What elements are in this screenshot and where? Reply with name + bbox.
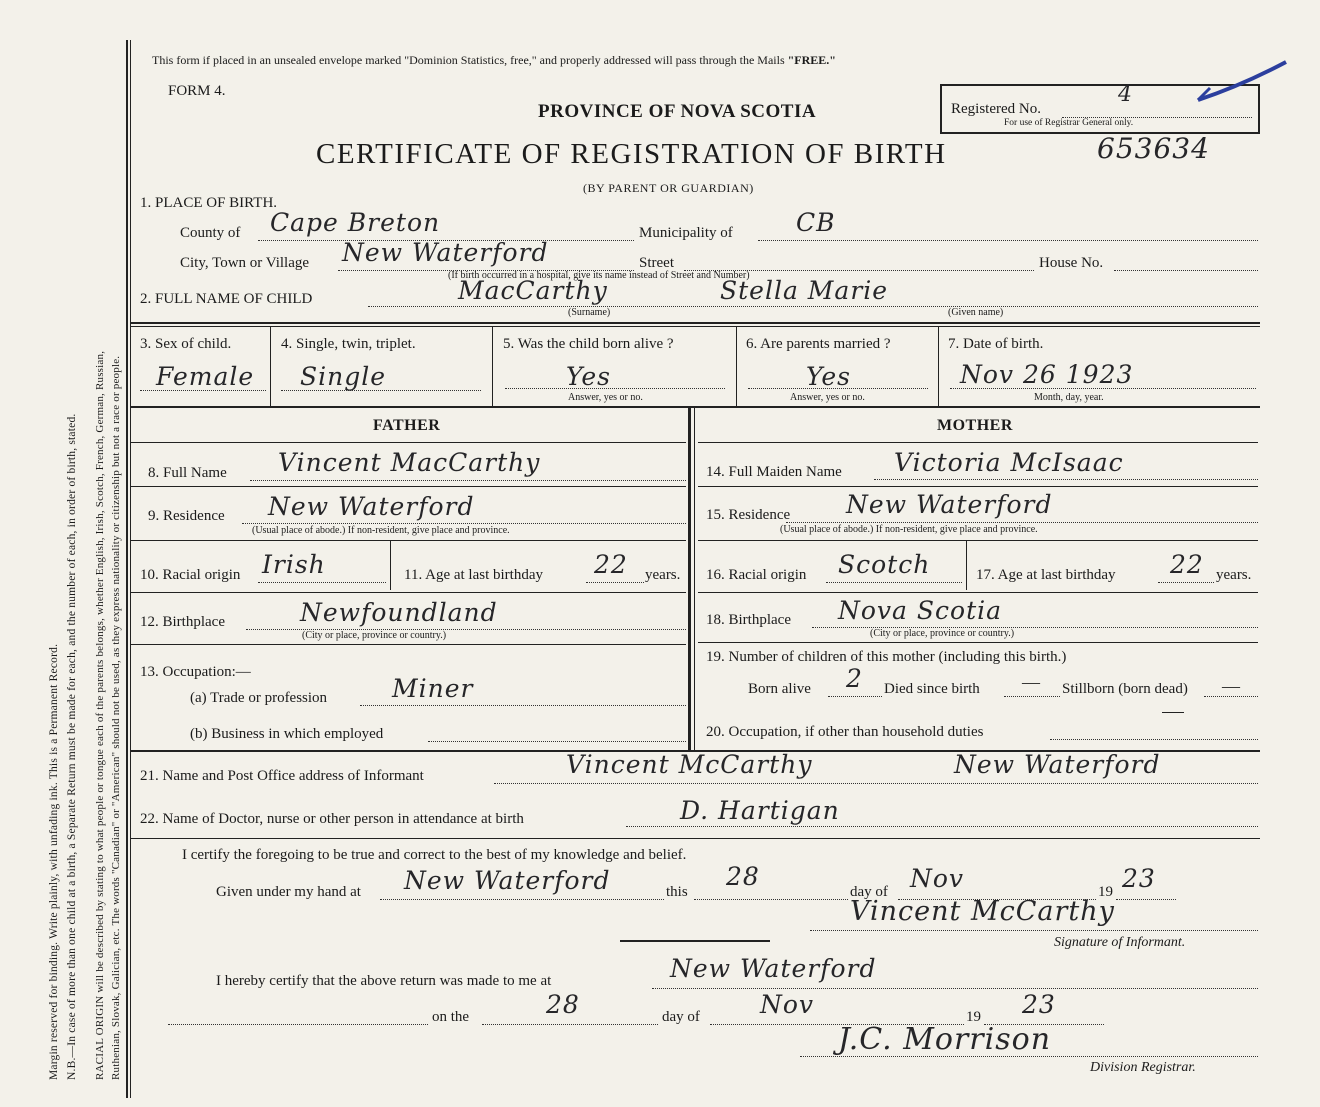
given-day-of-label: day of [850, 884, 888, 900]
father-racial-value: Irish [262, 550, 326, 579]
single-label: 4. Single, twin, triplet. [281, 336, 416, 352]
sex-value: Female [156, 362, 255, 391]
mother-residence-note: (Usual place of abode.) If non-resident, give place and province. [780, 524, 1038, 535]
given-year-prefix: 19 [1098, 884, 1113, 900]
informant-name-value: Vincent McCarthy [566, 750, 813, 779]
given-this-label: this [666, 884, 688, 900]
registered-label: Registered No. [951, 101, 1041, 117]
informant-address-value: New Waterford [954, 750, 1161, 779]
mother-birthplace-value: Nova Scotia [838, 596, 1003, 625]
parents-married-value: Yes [806, 362, 851, 391]
mother-heading: MOTHER [937, 417, 1013, 434]
father-occupation-label: 13. Occupation:— [140, 664, 251, 680]
mother-birthplace-note: (City or place, province or country.) [870, 628, 1015, 639]
mail-free: "FREE." [787, 53, 836, 67]
registrar-year-prefix: 19 [966, 1009, 981, 1025]
father-residence-note: (Usual place of abode.) If non-resident, give place and province. [252, 525, 510, 536]
certificate-number: 653634 [1097, 132, 1210, 165]
doctor-label: 22. Name of Doctor, nurse or other person in attendance at birth [140, 811, 524, 827]
given-at-value: New Waterford [404, 866, 611, 895]
mother-birthplace-label: 18. Birthplace [706, 612, 791, 628]
father-age-label: 11. Age at last birthday [404, 567, 543, 583]
father-business-label: (b) Business in which employed [190, 726, 384, 742]
surname-note: (Surname) [568, 307, 611, 318]
form-number: FORM 4. [168, 83, 226, 99]
registrar-place-value: New Waterford [670, 954, 877, 983]
born-alive-value: Yes [566, 362, 611, 391]
mother-age-label: 17. Age at last birthday [976, 567, 1116, 583]
mother-racial-value: Scotch [838, 550, 931, 579]
father-residence-value: New Waterford [268, 492, 475, 521]
father-trade-label: (a) Trade or profession [190, 690, 328, 706]
father-residence-label: 9. Residence [148, 508, 225, 524]
children-count-label: 19. Number of children of this mother (including this birth.) [706, 649, 1067, 665]
mother-residence-label: 15. Residence [706, 507, 791, 523]
registrar-on-the-label: on the [432, 1009, 470, 1025]
mother-name-value: Victoria McIsaac [894, 448, 1124, 477]
given-name-note: (Given name) [948, 307, 1004, 318]
father-years-label: years. [645, 567, 681, 583]
registrar-signature: J.C. Morrison [838, 1022, 1052, 1057]
registrar-signature-label: Division Registrar. [1090, 1060, 1196, 1075]
died-since-birth-label: Died since birth [884, 681, 980, 697]
informant-label: 21. Name and Post Office address of Informant [140, 768, 424, 784]
margin-rule-inner [130, 40, 131, 1098]
father-age-value: 22 [594, 550, 628, 579]
city-label: City, Town or Village [180, 255, 310, 271]
margin-note-binding: Margin reserved for binding. Write plainly, with unfading ink. This is a Permanent Record. [48, 643, 60, 1080]
municipality-value: CB [796, 208, 836, 237]
father-birthplace-label: 12. Birthplace [140, 614, 225, 630]
province-heading: PROVINCE OF NOVA SCOTIA [538, 101, 817, 122]
father-birthplace-value: Newfoundland [300, 598, 498, 627]
informant-signature: Vincent McCarthy [850, 896, 1115, 927]
date-of-birth-value: Nov 26 1923 [960, 360, 1134, 389]
margin-note-racial-origin: RACIAL ORIGIN will be described by stating to what people or tongue each of the parents belongs, whether English, Irish, Scotch, French, German, Russian, [94, 350, 106, 1080]
born-alive-label: 5. Was the child born alive ? [503, 336, 674, 352]
single-value: Single [300, 362, 387, 391]
born-alive-count-label: Born alive [748, 681, 811, 697]
county-label: County of [180, 225, 241, 241]
house-label: House No. [1039, 255, 1104, 271]
father-name-value: Vincent MacCarthy [278, 448, 541, 477]
stillborn-value: — [1222, 676, 1240, 696]
registrar-day-of-label: day of [662, 1009, 700, 1025]
given-day-value: 28 [726, 862, 760, 891]
mail-note: This form if placed in an unsealed envelope marked "Dominion Statistics, free," and properly addressed will pass through the Mails "FREE." [152, 53, 836, 67]
date-of-birth-label: 7. Date of birth. [948, 336, 1044, 352]
mother-occupation-label: 20. Occupation, if other than household duties [706, 724, 984, 740]
mother-name-label: 14. Full Maiden Name [706, 464, 842, 480]
doctor-value: D. Hartigan [680, 796, 840, 825]
registered-value: 4 [1118, 82, 1133, 107]
given-at-label: Given under my hand at [216, 884, 361, 900]
city-value: New Waterford [342, 238, 549, 267]
margin-rule [126, 40, 128, 1098]
margin-note-multiple-births: N.B.—In case of more than one child at a birth, a Separate Return must be made for each, and the number of each, in order of birth, stated. [66, 413, 78, 1080]
father-birthplace-note: (City or place, province or country.) [302, 630, 447, 641]
date-note: Month, day, year. [1034, 392, 1104, 403]
registrar-month-value: Nov [760, 990, 815, 1019]
alive-answer-note: Answer, yes or no. [568, 392, 643, 403]
mother-racial-label: 16. Racial origin [706, 567, 807, 583]
mother-residence-value: New Waterford [846, 490, 1053, 519]
father-racial-label: 10. Racial origin [140, 567, 241, 583]
father-name-label: 8. Full Name [148, 465, 227, 481]
hospital-note: (If birth occurred in a hospital, give its name instead of Street and Number) [448, 270, 750, 281]
registrar-day-value: 28 [546, 990, 580, 1019]
sex-label: 3. Sex of child. [140, 336, 232, 352]
married-answer-note: Answer, yes or no. [790, 392, 865, 403]
page-subtitle: (BY PARENT OR GUARDIAN) [583, 181, 754, 195]
street-label: Street [639, 255, 674, 271]
place-of-birth-label: 1. PLACE OF BIRTH. [140, 195, 278, 211]
mother-age-value: 22 [1170, 550, 1204, 579]
county-value: Cape Breton [270, 208, 441, 237]
mother-years-label: years. [1216, 567, 1252, 583]
father-trade-value: Miner [392, 674, 474, 703]
registrar-statement: I hereby certify that the above return was made to me at [216, 973, 552, 989]
child-given-name: Stella Marie [720, 276, 889, 305]
municipality-label: Municipality of [639, 225, 733, 241]
margin-note-nationality: Ruthenian, Slovak, Galician, etc. The words "Canadian" or "American" should not be used, as they express nationality or citizenship but not a race or people. [110, 355, 122, 1080]
page-title: CERTIFICATE OF REGISTRATION OF BIRTH [316, 138, 947, 170]
certify-statement: I certify the foregoing to be true and correct to the best of my knowledge and belief. [182, 847, 687, 863]
registrar-year-value: 23 [1022, 990, 1056, 1019]
born-alive-count-value: 2 [846, 664, 863, 693]
child-surname: MacCarthy [458, 276, 608, 305]
given-month-value: Nov [910, 864, 965, 893]
stillborn-label: Stillborn (born dead) [1062, 681, 1188, 697]
check-mark-icon [1192, 56, 1292, 106]
registered-sub: For use of Registrar General only. [1004, 118, 1134, 128]
child-name-label: 2. FULL NAME OF CHILD [140, 291, 313, 307]
informant-signature-label: Signature of Informant. [1054, 935, 1186, 950]
parents-married-label: 6. Are parents married ? [746, 336, 891, 352]
father-heading: FATHER [373, 417, 441, 434]
given-year-value: 23 [1122, 864, 1156, 893]
died-since-birth-value: — [1022, 672, 1040, 692]
